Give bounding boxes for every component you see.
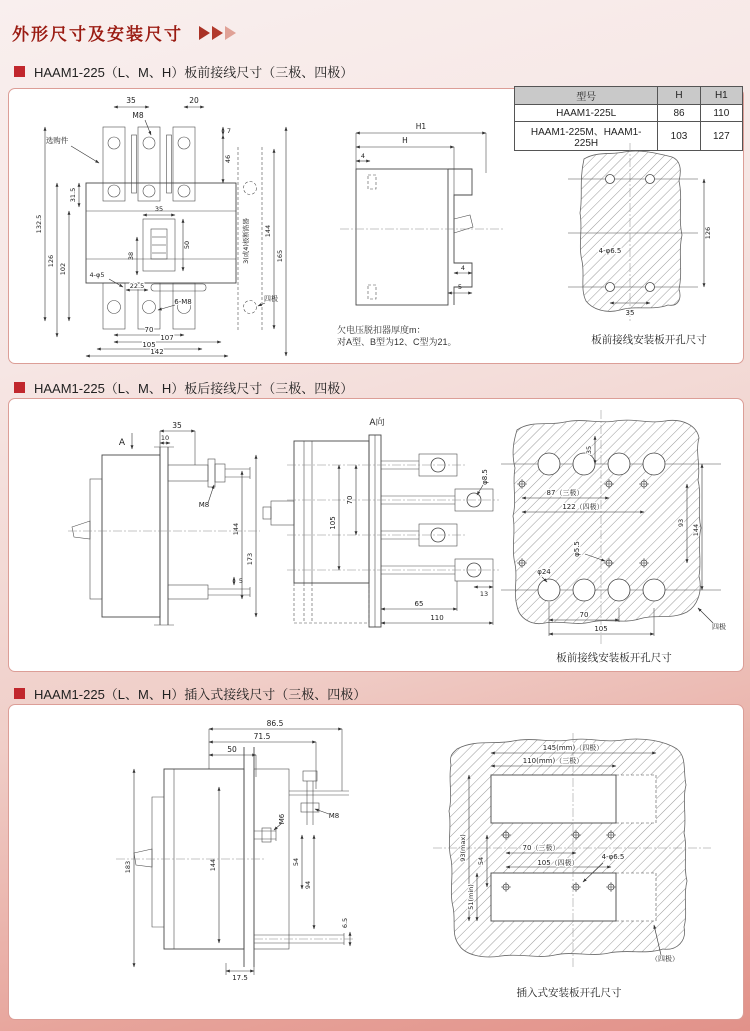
plugin-side-view-drawing <box>104 717 356 981</box>
dim-label: 13 <box>479 590 489 598</box>
page-title: 外形尺寸及安装尺寸 <box>12 25 183 44</box>
dim-label: 50 <box>227 745 237 754</box>
dim-label: 144 <box>692 523 700 537</box>
rear-side-view-drawing <box>64 419 264 636</box>
dim-label: 35 <box>585 445 593 455</box>
pole4-label: 四极 <box>712 623 726 631</box>
dim-label: 144 <box>232 522 240 536</box>
side-view-drawing <box>334 117 516 324</box>
dim-label: 70 <box>144 326 154 334</box>
panel-plugin-wiring <box>8 704 744 1020</box>
dim-label: M8 <box>198 501 210 509</box>
dim-label: 144 <box>264 224 272 238</box>
dim-label: 17.5 <box>232 974 248 982</box>
dim-label: φ5.5 <box>573 541 581 557</box>
dim-label: 7 <box>226 127 232 135</box>
dim-label: 110 <box>430 614 444 622</box>
dim-label: 105 <box>594 625 608 633</box>
drawing-caption: 插入式安装板开孔尺寸 <box>516 987 622 999</box>
table-row <box>515 105 743 122</box>
dim-label: M8 <box>328 812 340 820</box>
dim-label: H1 <box>415 122 427 131</box>
view-arrow-label: A <box>118 438 126 448</box>
dim-label: 183 <box>124 860 132 874</box>
dim-label: φ8.5 <box>481 469 489 485</box>
note-line: 对A型、B型为12、C型为21。 <box>337 337 457 347</box>
pole-note-label: 3(或4)极断路器 <box>242 218 250 264</box>
dim-label: 10 <box>160 434 170 442</box>
dim-label: 105 <box>329 516 337 530</box>
pole4-label: （四极） <box>651 955 679 963</box>
dim-label: φ24 <box>537 568 551 576</box>
dim-label: 4-φ6.5 <box>601 853 625 861</box>
note-line: 欠电压脱扣器厚度m： <box>337 325 426 335</box>
col-header-h: H <box>658 87 700 105</box>
cell-h: 103 <box>658 122 700 151</box>
dim-label: 4 <box>460 264 466 272</box>
dim-label: 87（三极） <box>546 489 584 497</box>
optional-part-label: 选购件 <box>45 136 69 145</box>
dim-label: 107 <box>160 334 174 342</box>
dim-label: 165 <box>276 249 284 263</box>
dim-label: 132.5 <box>35 214 43 234</box>
section2-heading-text: HAAM1-225（L、M、H）板后接线尺寸（三极、四极） <box>34 381 354 396</box>
arrow-icon <box>225 26 236 40</box>
dim-label: 102 <box>59 262 67 276</box>
undervoltage-note <box>337 324 457 348</box>
cell-h: 86 <box>658 105 700 122</box>
dim-label: 110(mm)（三极） <box>522 757 584 765</box>
hatched-plate <box>580 151 682 311</box>
dim-label: 93 <box>677 518 685 528</box>
dim-label: 5 <box>238 577 244 585</box>
cell-model: HAAM1-225L <box>515 105 658 122</box>
dim-label: 38 <box>127 251 135 261</box>
arrow-icon <box>199 26 210 40</box>
cell-h1: 110 <box>700 105 742 122</box>
col-header-model: 型号 <box>515 87 658 105</box>
dim-label: 126 <box>704 226 712 240</box>
col-header-h1: H1 <box>700 87 742 105</box>
dim-label: 22.5 <box>129 282 145 290</box>
section1-heading-text: HAAM1-225（L、M、H）板前接线尺寸（三极、四极） <box>34 65 354 80</box>
dim-label: 86.5 <box>266 719 284 728</box>
top-cutout <box>491 775 656 823</box>
section3-heading-text: HAAM1-225（L、M、H）插入式接线尺寸（三极、四极） <box>34 687 367 702</box>
dim-label: 4-φ5 <box>89 271 105 279</box>
plugin-plate-drawing <box>421 727 721 979</box>
dim-label: 4-φ6.5 <box>598 247 622 255</box>
red-square-bullet-icon <box>14 688 25 699</box>
dim-label: 144 <box>209 858 217 872</box>
dim-label: 122（四极） <box>562 503 604 511</box>
dim-label: 145(mm)（四极） <box>542 744 604 752</box>
dim-label: H <box>402 136 408 145</box>
pole4-label: 四极 <box>264 295 278 303</box>
dim-label: 6.5 <box>341 917 349 929</box>
dim-label: 5 <box>457 283 463 291</box>
dim-label: 31.5 <box>69 187 77 203</box>
dim-label: 35 <box>126 96 136 105</box>
dim-label: M6 <box>278 813 286 825</box>
dim-label: 173 <box>246 552 254 566</box>
panel-front-wiring <box>8 88 744 364</box>
dim-label: 70（三极） <box>522 844 560 852</box>
dim-label: 54 <box>292 857 300 867</box>
section3-heading <box>14 684 366 703</box>
dim-label: 70 <box>346 495 354 505</box>
dim-label: 94 <box>304 880 312 890</box>
page-header <box>12 20 236 45</box>
red-square-bullet-icon <box>14 382 25 393</box>
dim-label: 51(min) <box>467 884 475 910</box>
dim-label: 126 <box>47 254 55 268</box>
dim-label: 105（四极） <box>537 859 579 867</box>
drawing-caption: 板前接线安装板开孔尺寸 <box>556 652 672 664</box>
section2-heading <box>14 378 353 397</box>
dim-label: 35 <box>625 309 635 317</box>
dim-label: 35 <box>154 205 164 213</box>
drilling-plate-drawing <box>487 402 743 648</box>
dim-label: 20 <box>189 96 199 105</box>
cell-h1: 127 <box>700 122 742 151</box>
arrow-icon <box>212 26 223 40</box>
drawing-caption: 板前接线安装板开孔尺寸 <box>591 334 707 346</box>
dim-label: 35 <box>172 421 182 430</box>
dim-label: 71.5 <box>253 732 271 741</box>
front-view-drawing <box>31 91 293 359</box>
dim-label: 65 <box>414 600 424 608</box>
mounting-plate-drawing <box>552 139 744 325</box>
dim-label: 4 <box>360 152 366 160</box>
dim-label: 93(max) <box>459 834 467 862</box>
red-square-bullet-icon <box>14 66 25 77</box>
section1-heading <box>14 62 353 81</box>
a-view-drawing <box>259 415 501 642</box>
triple-arrow-icon <box>197 26 236 40</box>
dim-label: 46 <box>224 154 232 164</box>
dim-label: 54 <box>477 856 485 866</box>
panel-rear-wiring <box>8 398 744 672</box>
dim-label: 50 <box>183 240 191 250</box>
dim-label: 70 <box>579 611 589 619</box>
view-title: A向 <box>369 418 385 428</box>
bottom-cutout <box>491 873 656 921</box>
dim-label: 142 <box>150 348 164 356</box>
dim-label: 105 <box>142 341 156 349</box>
dim-label: 6-M8 <box>174 298 192 306</box>
dim-label: M8 <box>132 111 144 120</box>
cell-model: HAAM1-225M、HAAM1-225H <box>515 122 658 151</box>
